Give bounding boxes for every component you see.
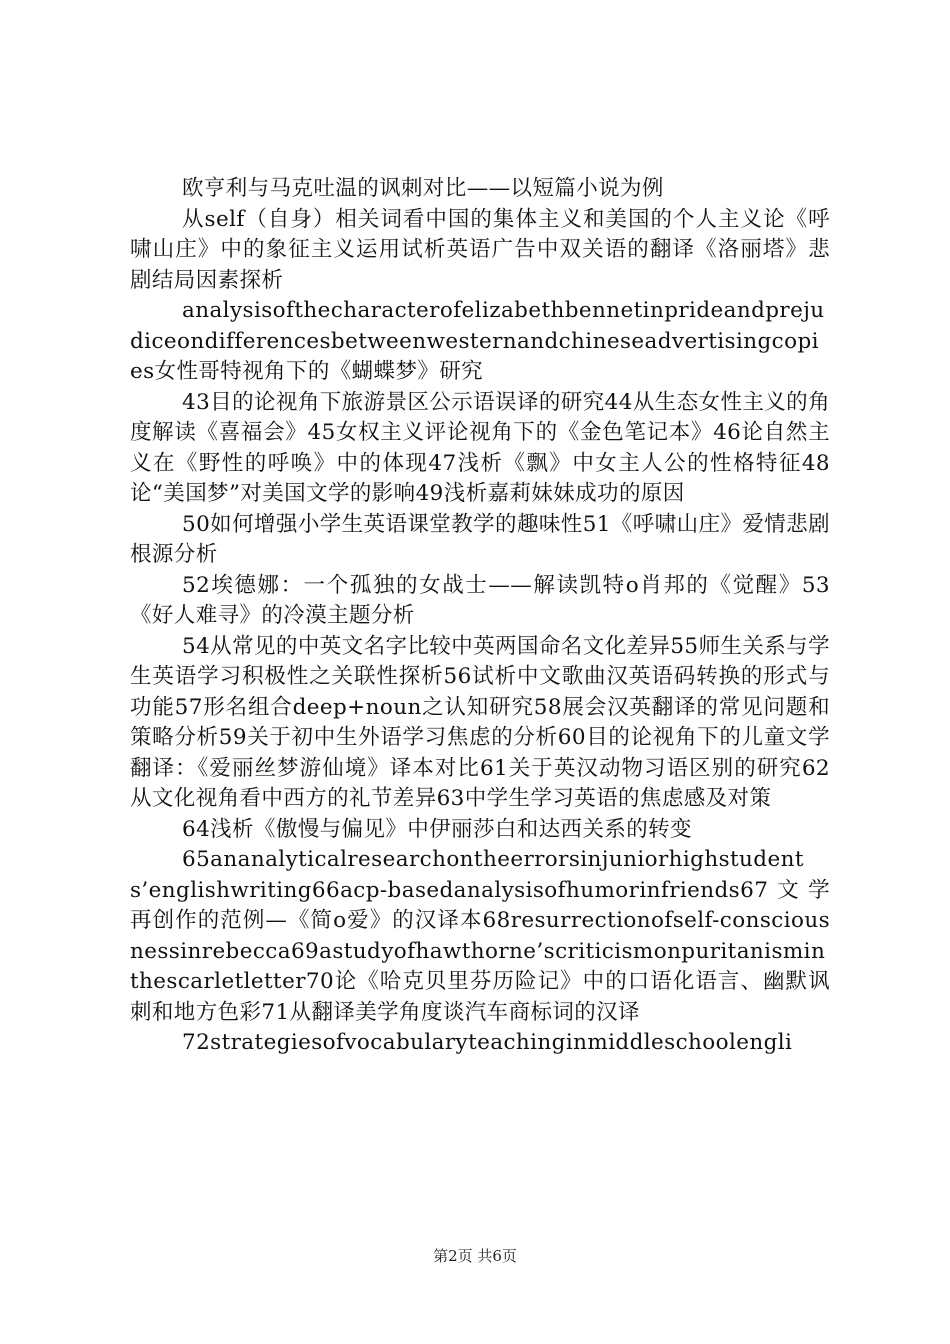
page-number-footer: 第2页 共6页 <box>433 1247 517 1265</box>
paragraph: analysisofthecharacterofelizabethbennetinprideandprejudiceondifferencesbetweenwesternandchineseadvertisingcopies女性哥特视角下的《蝴蝶梦》研究 <box>130 298 825 384</box>
document-body <box>130 174 830 1059</box>
paragraph: 欧亨利与马克吐温的讽刺对比——以短篇小说为例 <box>182 176 664 201</box>
paragraph: 54从常见的中英文名字比较中英两国命名文化差异55师生关系与学生英语学习积极性之关联性探析56试析中文歌曲汉英语码转换的形式与功能57形名组合deep+noun之认知研究58展会汉英翻译的常见问题和策略分析59关于初中生外语学习焦虑的分析60目的论视角下的儿童文学翻译：《爱丽丝梦游仙境》译本对比61关于英汉动物习语区别的研究62从文化视角看中西方的礼节差异63中学生学习英语的焦虑感及对策 <box>130 633 830 811</box>
paragraph: 50如何增强小学生英语课堂教学的趣味性51《呼啸山庄》爱情悲剧根源分析 <box>130 511 830 567</box>
paragraph: 43目的论视角下旅游景区公示语误译的研究44从生态女性主义的角度解读《喜福会》45女权主义评论视角下的《金色笔记本》46论自然主义在《野性的呼唤》中的体现47浅析《飘》中女主人公的性格特征48论“美国梦”对美国文学的影响49浅析嘉莉妹妹成功的原因 <box>130 389 830 506</box>
paragraph: 从self（自身）相关词看中国的集体主义和美国的个人主义论《呼啸山庄》中的象征主义运用试析英语广告中双关语的翻译《洛丽塔》悲剧结局因素探析 <box>130 206 830 293</box>
paragraph: 52埃德娜：一个孤独的女战士——解读凯特o肖邦的《觉醒》53《好人难寻》的冷漠主题分析 <box>130 572 830 628</box>
paragraph: 72strategiesofvocabularyteachinginmiddleschoolengli <box>182 1030 793 1055</box>
paragraph: 64浅析《傲慢与偏见》中伊丽莎白和达西关系的转变 <box>182 816 692 842</box>
paragraph: 65ananalyticalresearchontheerrorsinjuniorhighstudents’englishwriting66acp-basedanalysisofhumorinfriends67文学再创作的范例—《简o爱》的汉译本68resurrectionofself-consciousnessinrebecca69astudyofhawthorne’scriticismonpuritanisminthescarletletter70论《哈克贝里芬历险记》中的口语化语言、幽默讽刺和地方色彩71从翻译美学角度谈汽车商标词的汉译 <box>130 847 830 1025</box>
